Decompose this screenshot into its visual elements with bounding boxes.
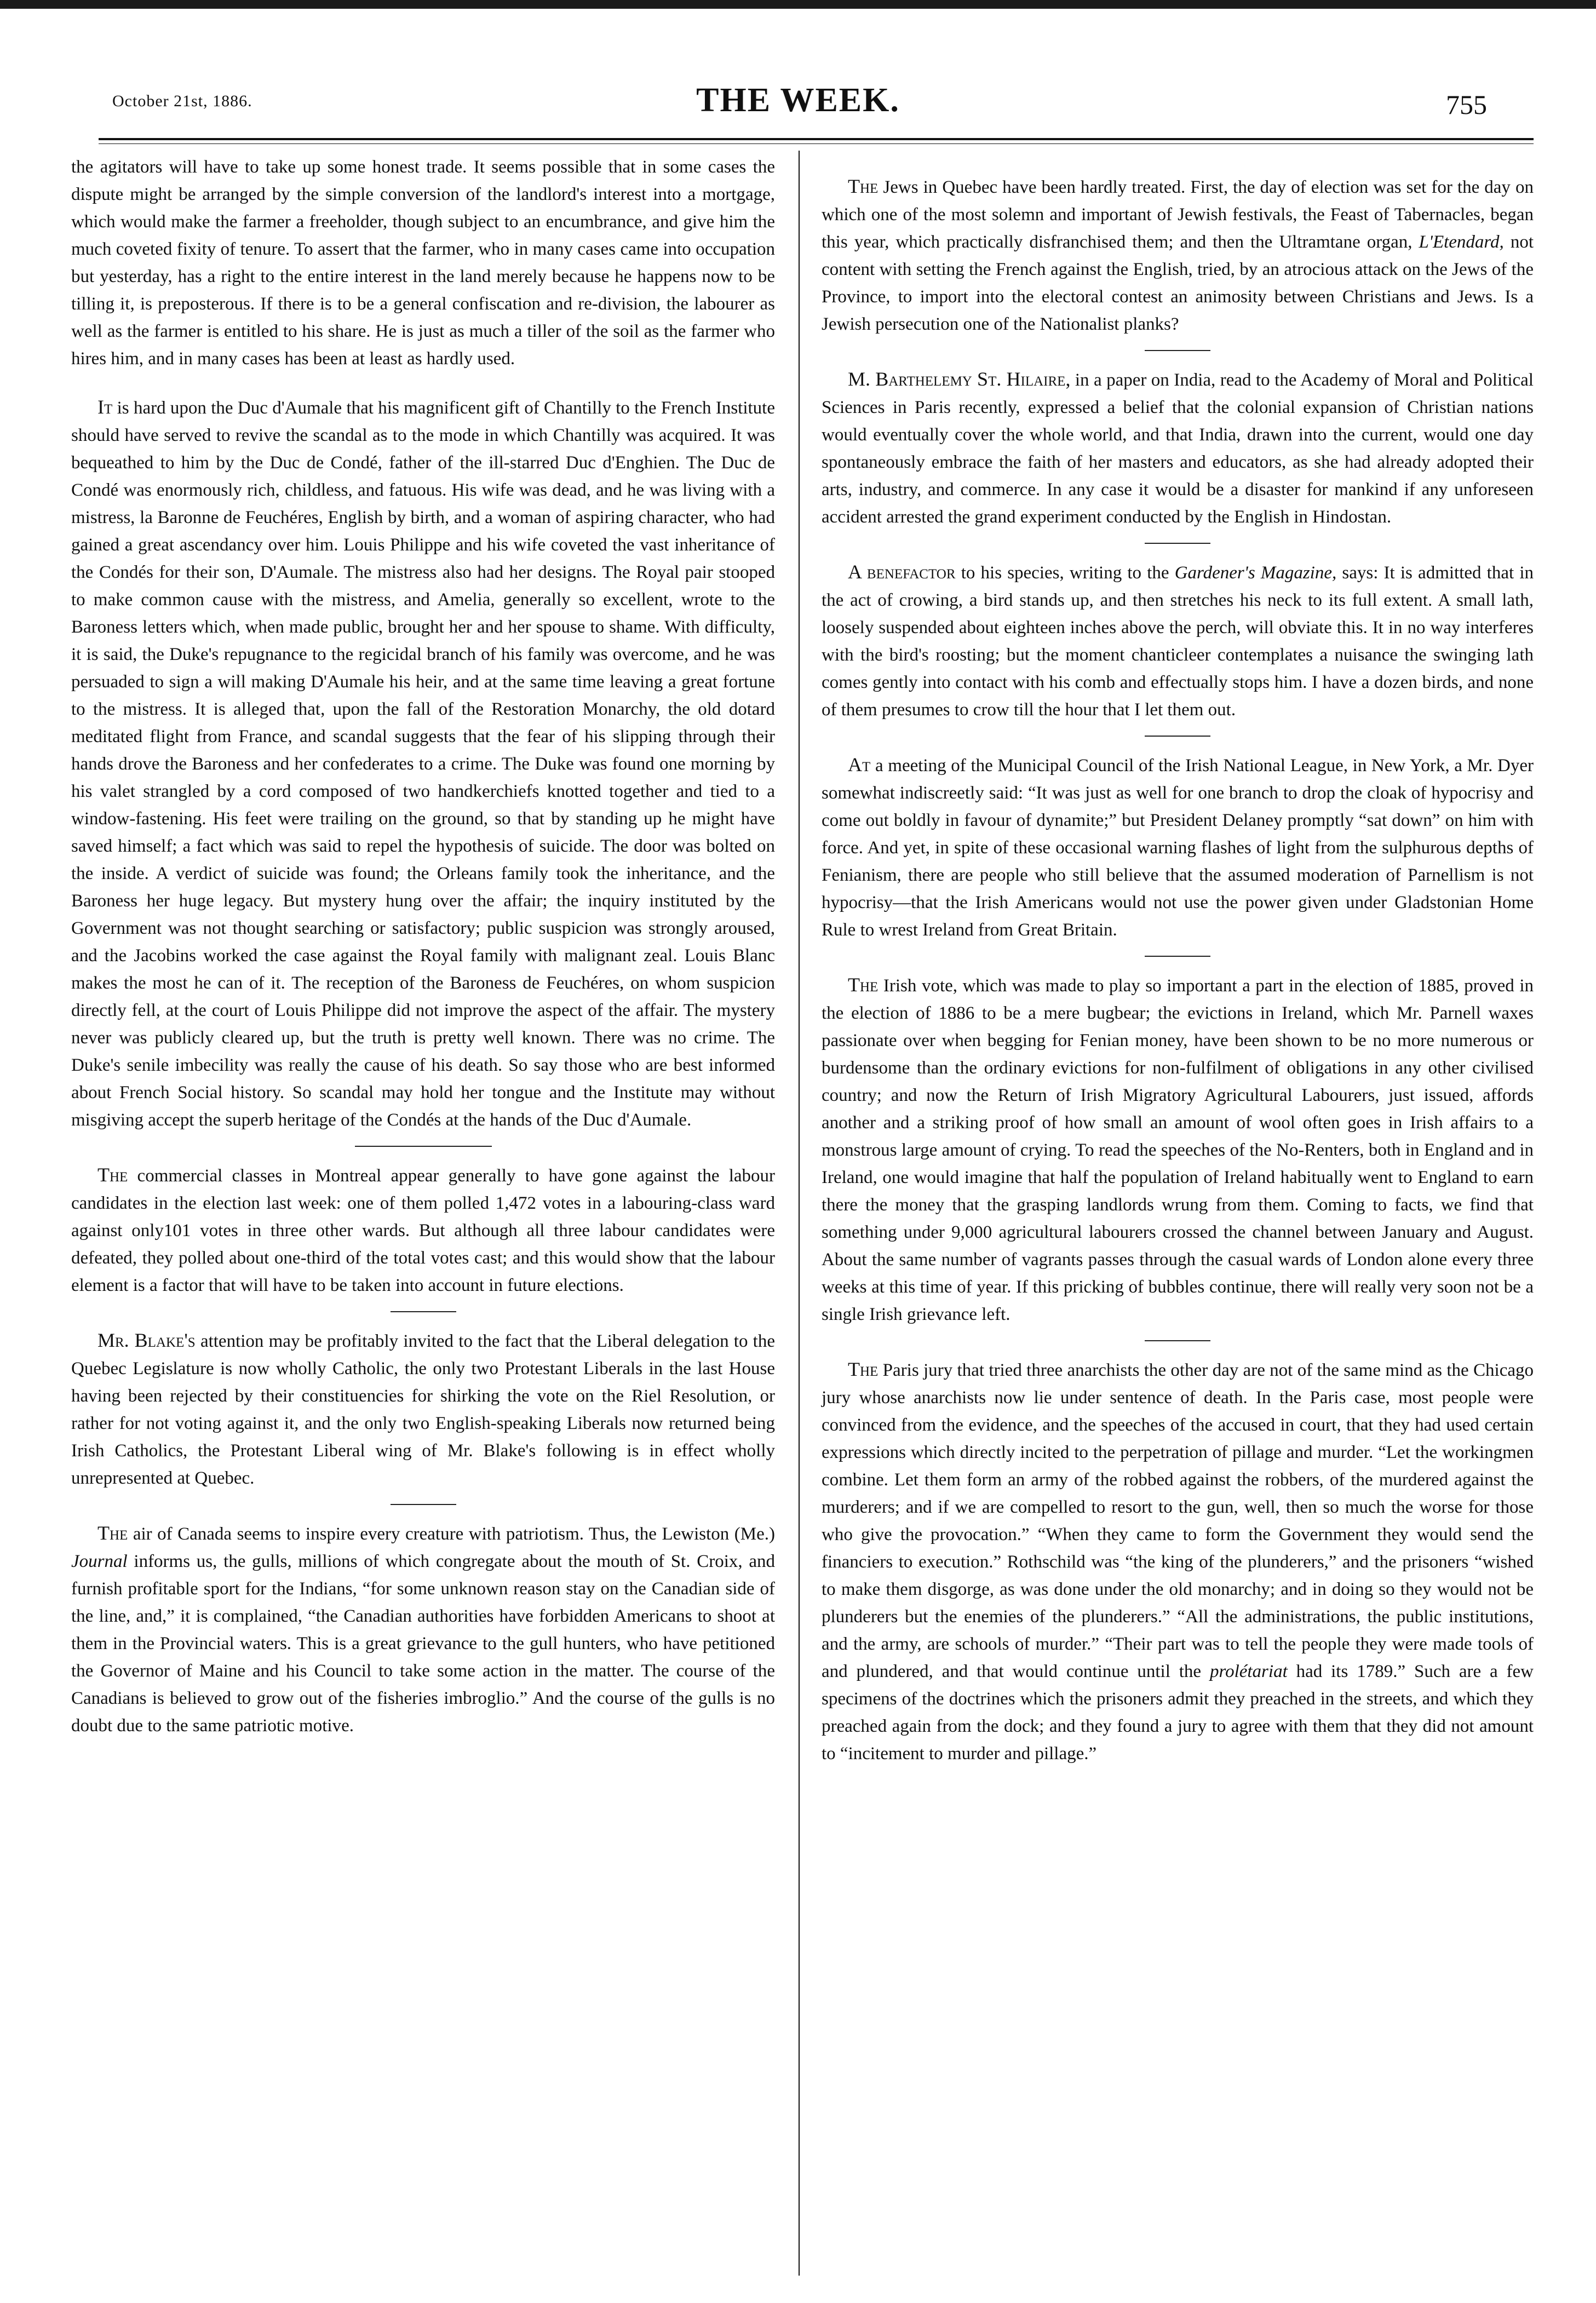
publication-name: Journal [71, 1552, 128, 1571]
article-paragraph: A benefactor to his species, writing to the Gardener's Magazine, says: It is admitted that in the act of crowing, a bird stands up, and then stretches his neck to its full extent. A small lath, loosely suspended about eighteen inches above the perch, will obviate this. It in no way interferes with the bird's roosting; but the moment chanticleer contemplates a nuisance the swinging lath comes gently into contact with his comb and effectually stops him. I have a dozen birds, and none of them presumes to crow till the hour that I let them out. [822, 561, 1534, 720]
article-paragraph: The Irish vote, which was made to play so important a part in the election of 1885, proved in the election of 1886 to be a mere bugbear; the evictions in Ireland, which Mr. Parnell waxes passionate over when begging for Fenian money, have been shown to be no more numerous or burdensome than the ordinary evictions for non-fulfilment of obligations in any other civilised country; and now the Return of Irish Migratory Agricultural Labourers, just issued, affords another and a striking proof of how small an amount of wool often goes in Irish affairs to a monstrous large amount of crying. To read the speeches of the No-Renters, both in England and in Ireland, one would imagine that half the population of Ireland habitually went to England to earn there the money that the grasping landlords wrung from them. Coming to facts, we find that something under 9,000 agricultural labourers crossed the channel between January and August. About the same number of vagrants passes through the casual wards of London alone every three weeks at this time of year. If this pricking of bubbles continue, there will really very soon not be a single Irish grievance left. [822, 974, 1534, 1324]
lead-word: The [848, 175, 879, 197]
article-paragraph: M. Barthelemy St. Hilaire, in a paper on India, read to the Academy of Moral and Political Sciences in Paris recently, expressed a belief that the colonial expansion of Christian nations would eventually cover the whole world, and that India, drawn into the current, would one day spontaneously embrace the faith of her masters and educators, as she had already adopted their arts, industry, and commerce. In any case it would be a disaster for mankind if any unforeseen accident arrested the grand experiment conducted by the English in Hindostan. [822, 368, 1534, 527]
lead-word: M. Barthelemy St. Hilaire, [848, 368, 1071, 390]
section-separator [355, 1146, 492, 1147]
section-separator [1145, 350, 1210, 351]
article-paragraph: The air of Canada seems to inspire every creature with patriotism. Thus, the Lewiston (Me.) Journal informs us, the gulls, millions of which congregate about the mouth of St. Croix, and furnish profitable sport for the Indians, “for some unknown reason stay on the Canadian side of the line, and,” it is complained, “the Canadian authorities have forbidden Americans to shoot at them in the Provincial waters. This is a great grievance to the gull hunters, who have petitioned the Governor of Maine and his Council to take some action in the matter. The course of the Canadians is believed to grow out of the fisheries imbroglio.” And the course of the gulls is no doubt due to the same patriotic motive. [71, 1522, 775, 1736]
section-separator [1145, 1340, 1210, 1341]
publication-name: Gardener's Magazine, [1174, 563, 1337, 583]
lead-word: Mr. Blake's [97, 1329, 196, 1351]
section-separator [1145, 956, 1210, 957]
lead-word: At [848, 754, 871, 776]
section-separator [391, 1311, 456, 1312]
article-paragraph: The Paris jury that tried three anarchists the other day are not of the same mind as the Chicago jury whose anarchists now lie under sentence of death. In the Paris case, most people were convinced from the evidence, and the speeches of the accused in court, that they had used certain expressions which directly incited to the perpetration of pillage and murder. “Let the workingmen combine. Let them form an army of the robbed against the robbers, of the murdered against the murderers; and if we are compelled to resort to the gun, well, then so much the worse for those who give the provocation.” “When they came to form the Government they would send the financiers to execution.” Rothschild was “the king of the plunderers,” and the prisoners “wished to make them disgorge, as was done under the old monarchy; and in doing so they would not be plunderers but the enemies of the plunderers.” “All the administrations, the public institutions, and the army, are schools of murder.” “Their part was to tell the people they were made tools of and plundered, and that would continue until the prolétariat had its 1789.” Such are a few specimens of the doctrines which the prisoners admit they preached in the streets, and which they preached again from the dock; and they found a jury to agree with them that they did not amount to “incitement to murder and pillage.” [822, 1358, 1534, 1764]
lead-word: The [848, 1358, 879, 1380]
article-paragraph: At a meeting of the Municipal Council of the Irish National League, in New York, a Mr. Dyer somewhat indiscreetly said: “It was just as well for one branch to drop the cloak of hypocrisy and come out boldly in favour of dynamite;” but President Delaney promptly “sat down” on him with force. And yet, in spite of these occasional warning flashes of light from the sulphurous depths of Fenianism, there are people who still believe that the assumed moderation of Parnellism is not hypocrisy—that the Irish Americans would not use the power given under Gladstonian Home Rule to wrest Ireland from Great Britain. [822, 754, 1534, 940]
issue-date: October 21st, 1886. [112, 92, 252, 110]
lead-word: The [97, 1522, 128, 1544]
article-paragraph: Mr. Blake's attention may be profitably invited to the fact that the Liberal delegation to the Quebec Legislature is now wholly Catholic, the only two Protestant Liberals in the last House having been rejected by their constituencies for shirking the vote on the Riel Resolution, or rather for not voting against it, and the only two English-speaking Liberals now returned being Irish Catholics, the Protestant Liberal wing of Mr. Blake's following is in effect wholly unrepresented at Quebec. [71, 1329, 775, 1488]
header-rule [99, 138, 1534, 140]
lead-word: The [848, 974, 879, 996]
lead-word: A benefactor [848, 561, 956, 583]
column-divider [799, 151, 800, 2276]
right-column [822, 173, 1534, 1767]
lead-word: The [97, 1164, 128, 1186]
article-paragraph: the agitators will have to take up some honest trade. It seems possible that in some cases the dispute might be arranged by the simple conversion of the landlord's interest into a mortgage, which would make the farmer a freeholder, though subject to an encumbrance, and give him the much coveted fixity of tenure. To assert that the farmer, who in many cases came into occupation but yesterday, has a right to the entire interest in the land merely because he happens now to be tilling it, is preposterous. If there is to be a general confiscation and re-division, the labourer as well as the farmer is entitled to his share. He is just as much a tiller of the soil as the farmer who hires him, and in many cases has been at least as hardly used. [71, 157, 775, 369]
masthead-title: THE WEEK. [696, 82, 900, 119]
foreign-term: prolétariat [1209, 1662, 1288, 1681]
page-number: 755 [1446, 89, 1487, 120]
header-rule-thin [99, 143, 1534, 144]
section-separator [1145, 736, 1210, 737]
article-paragraph: It is hard upon the Duc d'Aumale that his magnificent gift of Chantilly to the French Institute should have served to revive the scandal as to the mode in which Chantilly was acquired. It was bequeathed to him by the Duc de Condé, father of the ill-starred Duc d'Enghien. The Duc de Condé was enormously rich, childless, and fatuous. His wife was dead, and he was living with a mistress, la Baronne de Feuchéres, English by birth, and a woman of aspiring character, who had gained a great ascendancy over him. Louis Philippe and his wife coveted the vast inheritance of the Condés for their son, D'Aumale. The mistress also had her designs. The Royal pair stooped to make common cause with the mistress, and Amelia, generally so excellent, wrote to the Baroness letters which, when made public, brought her and her spouse to shame. With difficulty, it is said, the Duke's repugnance to the regicidal branch of his family was overcome, and he was persuaded to sign a will making D'Aumale his heir, and at the same time leaving a great fortune to the mistress. It is alleged that, upon the fall of the Restoration Monarchy, the old dotard meditated flight from France, and scandal suggests that the fear of his slipping through their hands drove the Baroness and her confederates to a crime. The Duke was found one morning by his valet strangled by a cord composed of two handkerchiefs knotted together and tied to a window-fastening. His feet were trailing on the ground, so that by standing up he might have saved himself; a fact which was said to repel the hypothesis of suicide. The door was bolted on the inside. A verdict of suicide was found; the Orleans family took the inheritance, and the Baroness her huge legacy. But mystery hung over the affair; the inquiry instituted by the Government was not thought searching or satisfactory; public suspicion was strongly aroused, and the Jacobins worked the case against the Royal family with malignant zeal. Louis Blanc makes the most he can of it. The reception of the Baroness de Feuchéres, on whom suspicion directly fell, at the court of Louis Philippe did not improve the aspect of the affair. The mystery never was publicly cleared up, but the truth is pretty well known. There was no crime. The Duke's senile imbecility was really the cause of his death. So say those who are best informed about French Social history. So scandal may hold her tongue and the Institute may without misgiving accept the superb heritage of the Condés at the hands of the Duc d'Aumale. [71, 396, 775, 1130]
lead-word: It [97, 396, 113, 418]
article-paragraph: The commercial classes in Montreal appear generally to have gone against the labour candidates in the election last week: one of them polled 1,472 votes in a labouring-class ward against only101 votes in three other wards. But although all three labour candidates were defeated, they polled about one-third of the total votes cast; and this would show that the labour element is a factor that will have to be taken into account in future elections. [71, 1164, 775, 1295]
section-separator [391, 1504, 456, 1505]
left-column [71, 153, 775, 1739]
article-paragraph: The Jews in Quebec have been hardly treated. First, the day of election was set for the day on which one of the most solemn and important of Jewish festivals, the Feast of Tabernacles, began this year, which practically disfranchised them; and then the Ultramtane organ, L'Etendard, not content with setting the French against the English, tried, by an atrocious attack on the Jews of the Province, to import into the electoral contest an animosity between Christians and Jews. Is a Jewish persecution one of the Nationalist planks? [822, 175, 1534, 334]
section-separator [1145, 543, 1210, 544]
publication-name: L'Etendard, [1419, 232, 1504, 252]
scan-top-border [0, 0, 1596, 9]
